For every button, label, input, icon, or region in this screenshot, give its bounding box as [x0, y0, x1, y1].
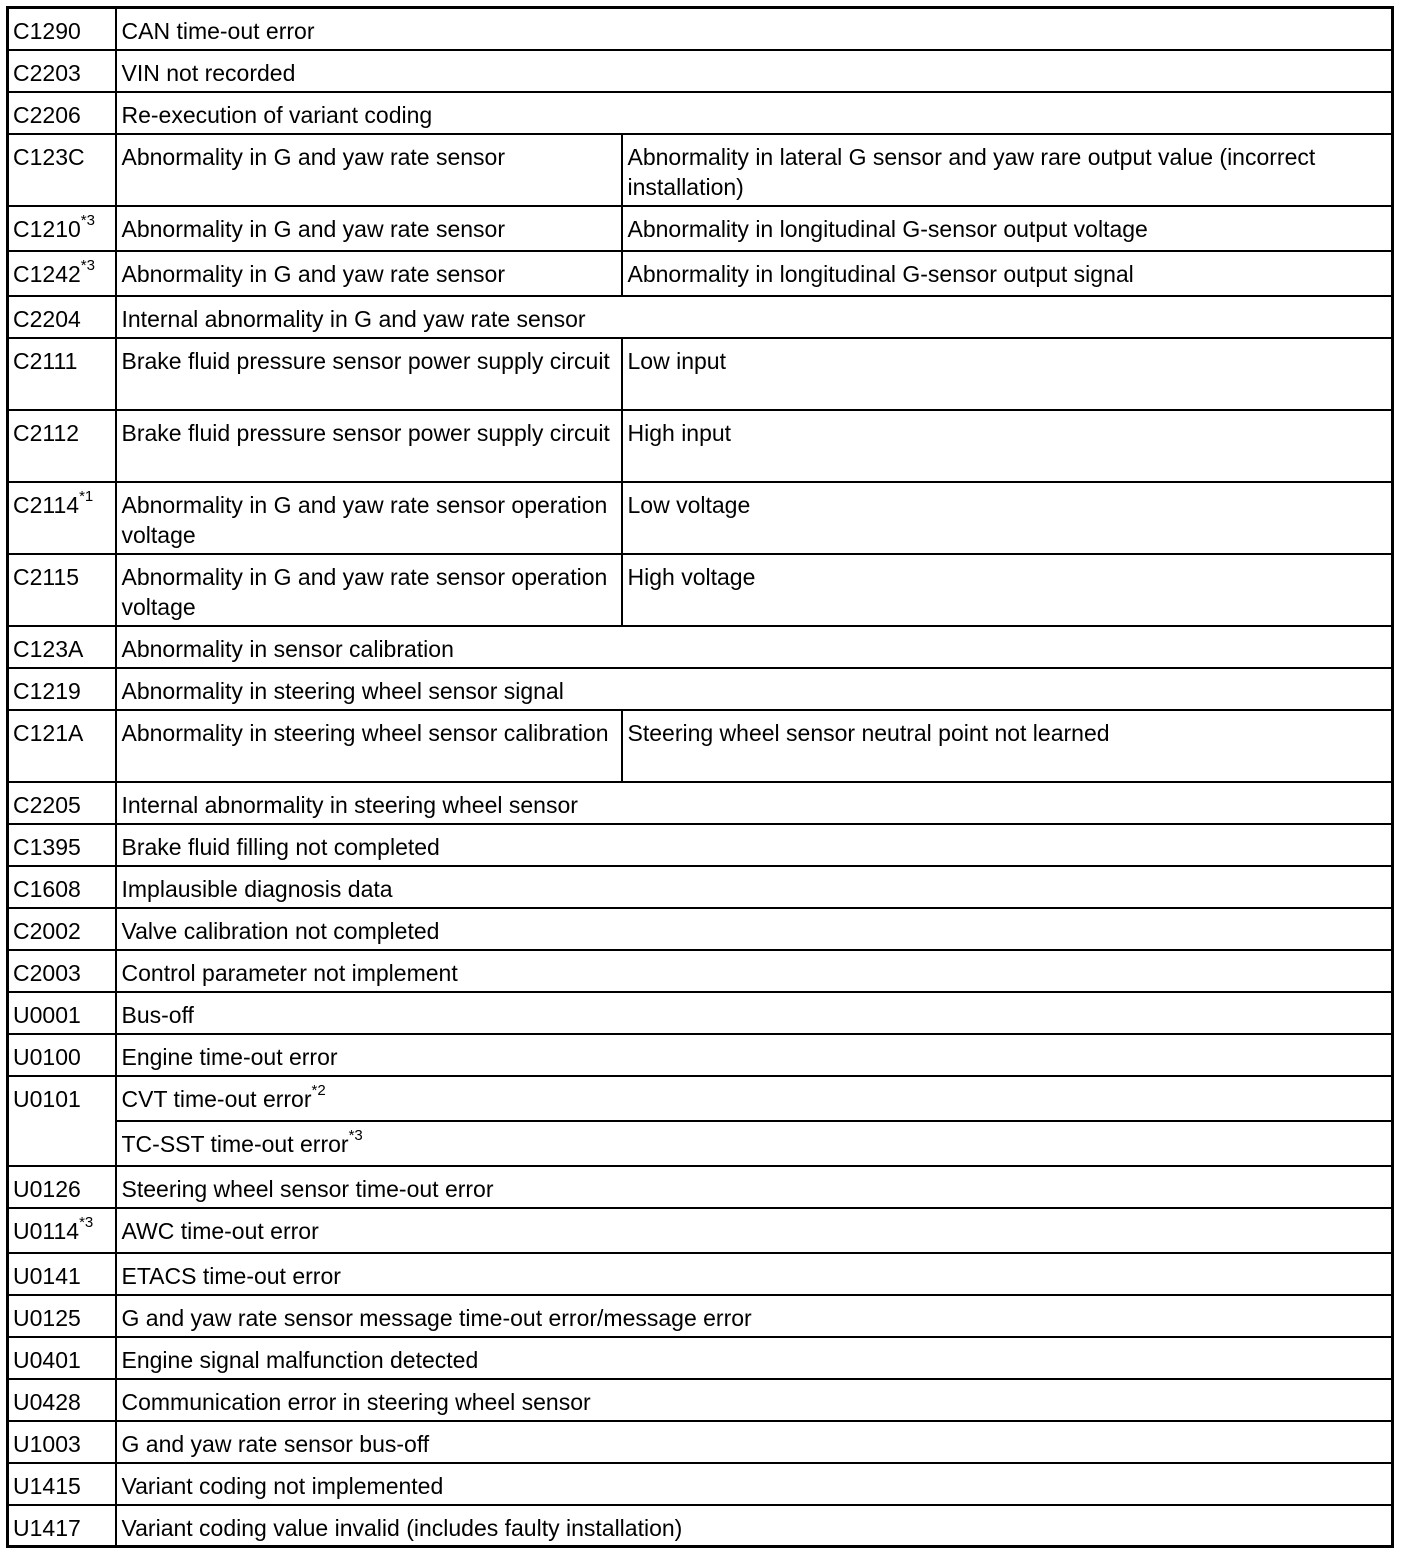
trouble-item: Communication error in steering wheel sensor — [121, 1388, 591, 1415]
dtc-code: C123C — [13, 143, 85, 170]
trouble-item-cell — [116, 866, 1393, 908]
trouble-item: Valve calibration not completed — [121, 917, 440, 944]
dtc-code: U0001 — [13, 1001, 81, 1028]
dtc-code-cell — [8, 482, 116, 554]
dtc-code-cell — [8, 410, 116, 482]
trouble-item-cell — [116, 410, 622, 482]
dtc-code: U0126 — [13, 1175, 81, 1202]
table-row — [8, 92, 1393, 134]
trouble-item-cell — [116, 92, 1393, 134]
trouble-item-cell — [116, 668, 1393, 710]
footnote-mark: *3 — [79, 1213, 94, 1231]
table-row — [8, 134, 1393, 206]
trouble-item-cell — [116, 950, 1393, 992]
trouble-item-cell — [116, 1166, 1393, 1208]
dtc-code: C2205 — [13, 791, 81, 818]
dtc-code: C121A — [13, 719, 84, 746]
dtc-code-cell — [8, 1208, 116, 1253]
trouble-item-cell — [116, 1121, 1393, 1166]
table-row — [8, 782, 1393, 824]
trouble-item-cell — [116, 251, 622, 296]
dtc-code: C1219 — [13, 677, 81, 704]
trouble-item: Abnormality in G and yaw rate sensor operation voltage — [121, 491, 608, 548]
trouble-item: Brake fluid pressure sensor power supply circuit — [121, 419, 610, 446]
trouble-item: Control parameter not implement — [121, 959, 458, 986]
trouble-detail: Steering wheel sensor neutral point not learned — [627, 719, 1110, 746]
detail-cell — [622, 251, 1393, 296]
trouble-item: Abnormality in G and yaw rate sensor operation voltage — [121, 563, 608, 620]
table-row — [8, 1421, 1393, 1463]
dtc-code-cell — [8, 296, 116, 338]
dtc-code-cell — [8, 1166, 116, 1208]
dtc-code-cell — [8, 251, 116, 296]
trouble-item: Abnormality in G and yaw rate sensor — [121, 215, 506, 242]
trouble-item: Abnormality in steering wheel sensor calibration — [121, 719, 609, 746]
table-row — [8, 866, 1393, 908]
dtc-code: C2002 — [13, 917, 81, 944]
dtc-code-cell — [8, 950, 116, 992]
footnote-mark: *3 — [80, 211, 95, 229]
trouble-item: Engine signal malfunction detected — [121, 1346, 479, 1373]
trouble-item-cell — [116, 1295, 1393, 1337]
trouble-item: CVT time-out error — [121, 1085, 312, 1112]
trouble-item: Abnormality in G and yaw rate sensor — [121, 260, 506, 287]
trouble-item-cell — [116, 992, 1393, 1034]
dtc-table — [6, 6, 1394, 1548]
trouble-detail: Abnormality in longitudinal G-sensor output voltage — [627, 215, 1148, 242]
trouble-item: Brake fluid filling not completed — [121, 833, 440, 860]
trouble-item: Internal abnormality in G and yaw rate sensor — [121, 305, 586, 332]
trouble-item-cell — [116, 782, 1393, 824]
trouble-item-cell — [116, 908, 1393, 950]
trouble-item-cell — [116, 338, 622, 410]
dtc-code: C2204 — [13, 305, 81, 332]
trouble-item-cell — [116, 296, 1393, 338]
dtc-code: C1210 — [13, 215, 81, 242]
dtc-code: C2115 — [13, 563, 80, 590]
dtc-code-cell — [8, 206, 116, 251]
dtc-code: U0401 — [13, 1346, 81, 1373]
table-row — [8, 668, 1393, 710]
trouble-item-cell — [116, 626, 1393, 668]
dtc-code: U0125 — [13, 1304, 81, 1331]
trouble-item: Variant coding value invalid (includes faulty installation) — [121, 1514, 683, 1541]
dtc-code-cell — [8, 1463, 116, 1505]
detail-cell — [622, 410, 1393, 482]
trouble-item: Bus-off — [121, 1001, 194, 1028]
trouble-item: Brake fluid pressure sensor power supply circuit — [121, 347, 610, 374]
detail-cell — [622, 338, 1393, 410]
trouble-item-cell — [116, 1208, 1393, 1253]
dtc-code: C1242 — [13, 260, 81, 287]
trouble-item-cell — [116, 50, 1393, 92]
dtc-code-cell — [8, 1379, 116, 1421]
table-row — [8, 950, 1393, 992]
trouble-item: Abnormality in sensor calibration — [121, 635, 454, 662]
dtc-code-cell — [8, 1076, 116, 1166]
table-row — [8, 1076, 1393, 1121]
dtc-code: C1608 — [13, 875, 81, 902]
table-row — [8, 50, 1393, 92]
table-row — [8, 1505, 1393, 1547]
trouble-item-cell — [116, 824, 1393, 866]
dtc-code: U0101 — [13, 1085, 81, 1112]
footnote-mark: *3 — [80, 256, 95, 274]
trouble-item-cell — [116, 1076, 1393, 1121]
dtc-code: C2112 — [13, 419, 80, 446]
dtc-code: U0428 — [13, 1388, 81, 1415]
dtc-code-cell — [8, 710, 116, 782]
table-row — [8, 1208, 1393, 1253]
trouble-item-cell — [116, 8, 1393, 50]
dtc-code-cell — [8, 626, 116, 668]
trouble-detail: High voltage — [627, 563, 756, 590]
dtc-code-cell — [8, 338, 116, 410]
detail-cell — [622, 710, 1393, 782]
footnote-mark: *2 — [311, 1081, 326, 1099]
trouble-item-cell — [116, 1505, 1393, 1547]
dtc-code-cell — [8, 824, 116, 866]
table-row — [8, 626, 1393, 668]
table-row — [8, 1295, 1393, 1337]
trouble-item-cell — [116, 1034, 1393, 1076]
dtc-table-body — [8, 8, 1393, 1547]
trouble-item: Steering wheel sensor time-out error — [121, 1175, 494, 1202]
footnote-mark: *3 — [348, 1126, 363, 1144]
dtc-code: U0100 — [13, 1043, 81, 1070]
trouble-item-cell — [116, 1463, 1393, 1505]
table-row — [8, 1166, 1393, 1208]
dtc-code-cell — [8, 668, 116, 710]
table-row — [8, 1034, 1393, 1076]
trouble-item: Internal abnormality in steering wheel sensor — [121, 791, 578, 818]
table-row — [8, 296, 1393, 338]
trouble-item: Re-execution of variant coding — [121, 101, 433, 128]
detail-cell — [622, 554, 1393, 626]
trouble-item-cell — [116, 710, 622, 782]
trouble-item-cell — [116, 134, 622, 206]
trouble-item: VIN not recorded — [121, 59, 296, 86]
trouble-item-cell — [116, 206, 622, 251]
dtc-code: C123A — [13, 635, 84, 662]
dtc-code: C2111 — [13, 347, 78, 374]
table-row — [8, 1337, 1393, 1379]
trouble-item: G and yaw rate sensor message time-out error/message error — [121, 1304, 752, 1331]
dtc-code: C2203 — [13, 59, 81, 86]
table-row — [8, 1379, 1393, 1421]
table-row — [8, 410, 1393, 482]
dtc-code: U1003 — [13, 1430, 81, 1457]
detail-cell — [622, 206, 1393, 251]
trouble-item: ETACS time-out error — [121, 1262, 341, 1289]
trouble-detail: Abnormality in longitudinal G-sensor output signal — [627, 260, 1134, 287]
trouble-item: G and yaw rate sensor bus-off — [121, 1430, 430, 1457]
trouble-detail: Low voltage — [627, 491, 751, 518]
dtc-code-cell — [8, 1421, 116, 1463]
trouble-item: AWC time-out error — [121, 1217, 319, 1244]
table-row — [8, 992, 1393, 1034]
footnote-mark: *1 — [79, 487, 94, 505]
table-row — [8, 8, 1393, 50]
dtc-code-cell — [8, 1337, 116, 1379]
dtc-code: U1415 — [13, 1472, 81, 1499]
trouble-item-cell — [116, 554, 622, 626]
trouble-detail: High input — [627, 419, 732, 446]
table-row — [8, 908, 1393, 950]
trouble-item-cell — [116, 1421, 1393, 1463]
detail-cell — [622, 482, 1393, 554]
trouble-item: Abnormality in G and yaw rate sensor — [121, 143, 506, 170]
trouble-item: Abnormality in steering wheel sensor signal — [121, 677, 564, 704]
dtc-code: U1417 — [13, 1514, 81, 1541]
dtc-code: U0114 — [13, 1217, 80, 1244]
table-row — [8, 482, 1393, 554]
dtc-code-cell — [8, 1253, 116, 1295]
trouble-item: Engine time-out error — [121, 1043, 338, 1070]
table-row — [8, 1121, 1393, 1166]
trouble-item-cell — [116, 482, 622, 554]
table-row — [8, 338, 1393, 410]
dtc-code-cell — [8, 1295, 116, 1337]
detail-cell — [622, 134, 1393, 206]
dtc-code-cell — [8, 92, 116, 134]
dtc-code-cell — [8, 1034, 116, 1076]
dtc-code: C2114 — [13, 491, 80, 518]
dtc-code-cell — [8, 1505, 116, 1547]
trouble-item: TC-SST time-out error — [121, 1130, 349, 1157]
trouble-item-cell — [116, 1337, 1393, 1379]
table-row — [8, 1253, 1393, 1295]
table-row — [8, 710, 1393, 782]
dtc-code-cell — [8, 8, 116, 50]
dtc-code: C1395 — [13, 833, 81, 860]
table-row — [8, 206, 1393, 251]
trouble-detail: Abnormality in lateral G sensor and yaw rare output value (incorrect installation) — [627, 143, 1316, 200]
dtc-code-cell — [8, 992, 116, 1034]
trouble-item: CAN time-out error — [121, 18, 315, 44]
dtc-code-cell — [8, 50, 116, 92]
dtc-code: C1290 — [13, 18, 81, 44]
trouble-item: Implausible diagnosis data — [121, 875, 393, 902]
table-row — [8, 1463, 1393, 1505]
dtc-code-cell — [8, 866, 116, 908]
dtc-code: C2003 — [13, 959, 81, 986]
table-row — [8, 554, 1393, 626]
trouble-item: Variant coding not implemented — [121, 1472, 444, 1499]
trouble-item-cell — [116, 1379, 1393, 1421]
dtc-code-cell — [8, 554, 116, 626]
dtc-code: U0141 — [13, 1262, 81, 1289]
dtc-code: C2206 — [13, 101, 81, 128]
trouble-item-cell — [116, 1253, 1393, 1295]
trouble-detail: Low input — [627, 347, 726, 374]
table-row — [8, 824, 1393, 866]
dtc-code-cell — [8, 782, 116, 824]
table-row — [8, 251, 1393, 296]
dtc-code-cell — [8, 908, 116, 950]
dtc-code-cell — [8, 134, 116, 206]
